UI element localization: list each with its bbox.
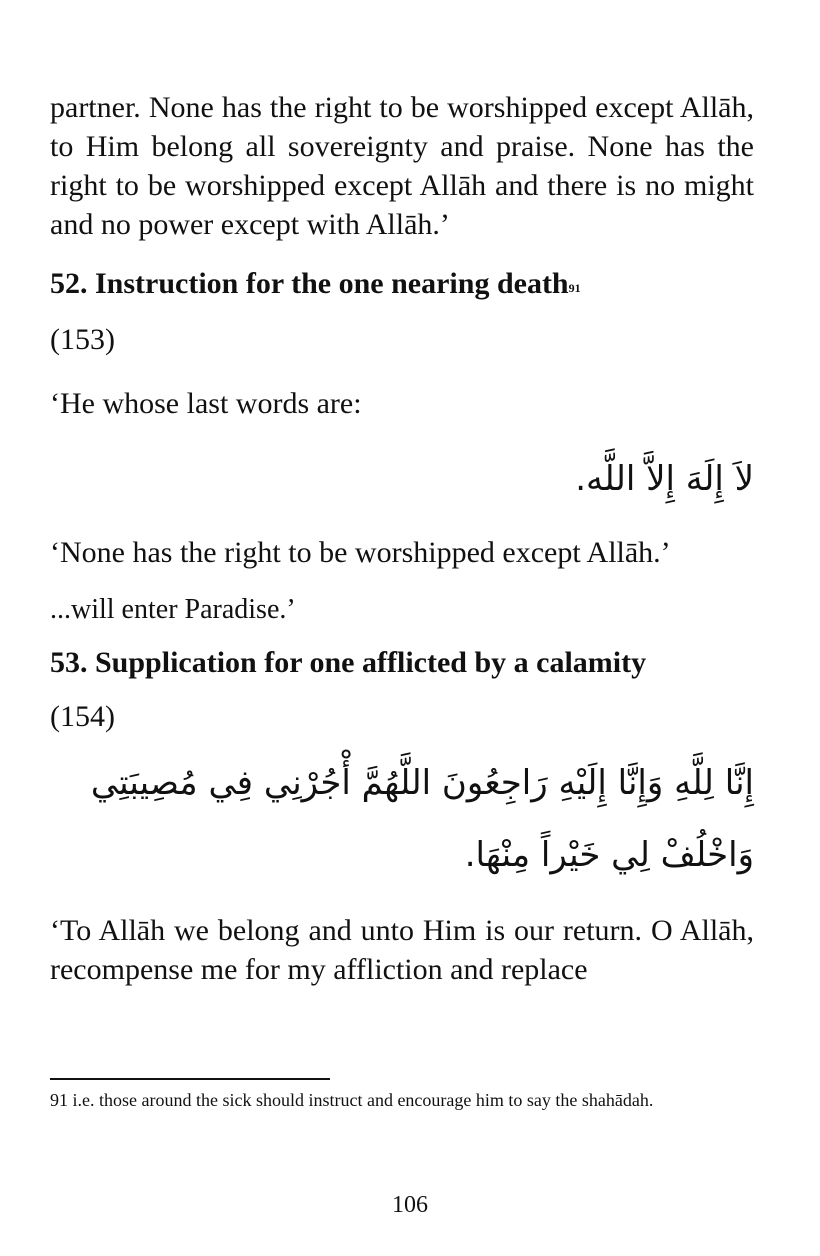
section-53-translation: ‘To Allāh we belong and unto Him is our return. O Allāh, recompense me for my affliction and replace xyxy=(50,914,754,986)
section-53-heading: 53. Supplication for one afflicted by a calamity xyxy=(50,646,647,679)
arabic-shahadah: لاَ إِلَهَ إِلاَّ اللَّه. xyxy=(575,459,754,499)
section-52-translation: ‘None has the right to be worshipped except Allāh.’ xyxy=(50,536,671,569)
arabic-supplication-line-1: إِنَّا لِلَّهِ وَإِنَّا إِلَيْهِ رَاجِعُونَ اللَّهُمَّ أْجُرْنِي فِي مُصِيبَتِي xyxy=(90,763,754,803)
page-body xyxy=(50,88,754,989)
footnote-marker-91[interactable]: 91 xyxy=(568,281,581,295)
arabic-supplication-line-2: وَاخْلُفْ لِي خَيْراً مِنْهَا. xyxy=(464,835,754,875)
continuation-paragraph: partner. None has the right to be worshipped except Allāh, to Him belong all sovereignty and praise. None has the right to be worshipped except Allāh and there is no might and no power except with Allāh.’ xyxy=(50,91,754,241)
section-53-arabic xyxy=(50,747,754,891)
section-52-closing: ...will enter Paradise.’ xyxy=(50,594,296,625)
footnote-91: 91 i.e. those around the sick should instruct and encourage him to say the shahādah. xyxy=(50,1090,654,1110)
hadith-reference-153: (153) xyxy=(50,323,115,356)
section-52-title: 52. Instruction for the one nearing death xyxy=(50,267,569,300)
section-52-heading xyxy=(50,264,754,304)
footnote-divider xyxy=(50,1078,330,1080)
section-52-intro: ‘He whose last words are: xyxy=(50,387,362,420)
page-number: 106 xyxy=(392,1192,428,1218)
hadith-reference-154: (154) xyxy=(50,700,115,733)
